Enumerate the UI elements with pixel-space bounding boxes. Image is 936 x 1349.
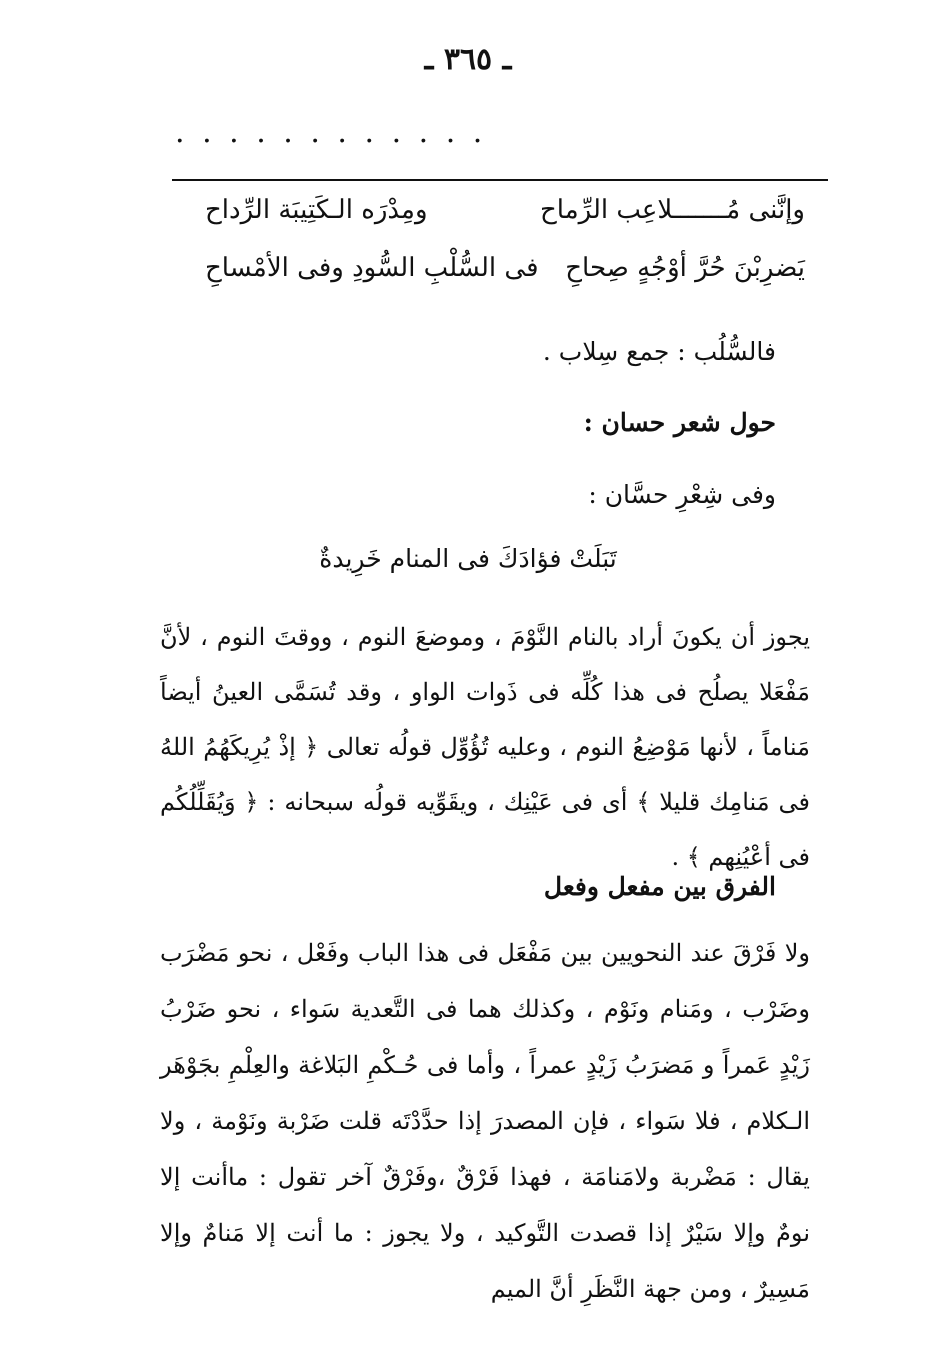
gloss-line: فالسُّلُب : جمع سِلاب . xyxy=(542,337,776,366)
paragraph-1: يجوز أن يكونَ أراد بالنام النَّوْمَ ، وموضعَ النوم ، ووقتَ النوم ، لأنَّ مَفْعَلا يصلُح فى هذا كُلِّه فى ذَوات الواو ، وقد تُسَمَّى العينُ أيضاً مَناماً ، لأنها مَوْضِعُ النوم ، وعليه تُؤُوِّل قولُه تعالى ﴿ إذْ يُرِيكَهُمُ اللهُ فى مَنامِك قليلا ﴾ أى فى عَيْنِك ، ويقَوِّيه قولُه سبحانه : ﴿ وَيُقَلِّلُكُم فى أعْيُنِهم ﴾ . xyxy=(160,623,811,871)
paragraph-2: ولا فَرْقَ عند النحويين بين مَفْعَل فى هذا الباب وفَعْل ، نحو مَضْرَب وضَرْب ، ومَنام ونَوْم ، وكذلك هما فى التَّعدية سَواء ، نحو ضَرْبُ زَيْدٍ عَمراً و مَضرَبُ زَيْدٍ عمراً ، وأما فى حُـكْمِ البَلاغة والعِلْمِ بجَوْهَر الـكلام ، فلا سَواء ، فإن المصدرَ إذا حدَّدْتَه قلت ضَرْبة ونَوْمة ، ولا يقال : مَضْربة ولامَنامَة ، فهذا فَرْقٌ ،وفَرْقٌ آخر تقول : ماأنت إلا نومٌ وإلا سَيْرٌ إذا قصدت التَّوكيد ، ولا يجوز : ما أنت إلا مَنامٌ وإلا مَسِيرٌ ، ومن جهة النَّظَرِ أنَّ الميم xyxy=(160,939,810,1303)
section-heading-hassan: حول شعر حسان : xyxy=(583,408,776,437)
verse-line-1 xyxy=(205,185,805,235)
verse-2-second-hemistich: فى السُّلْبِ السُّودِ وفى الأمْساحِ xyxy=(205,253,539,283)
verse-line-2 xyxy=(205,243,805,293)
page-number: ـ ٣٦٥ ـ xyxy=(424,42,512,77)
verse-1-second-hemistich: ومِدْرَه الـكَتِيبَة الرِّداح xyxy=(205,195,428,225)
verse-1-first-hemistich: وإنَّنى مُـــــــلاعِب الرِّماح xyxy=(540,195,805,225)
verse-2-first-hemistich: يَضرِبْنَ حُرَّ أوْجُهٍ صِحاحِ xyxy=(565,253,805,283)
intro-line: وفى شِعْرِ حسَّان : xyxy=(588,480,776,509)
ellipsis-dots: . . . . . . . . . . . . xyxy=(175,115,487,150)
horizontal-rule xyxy=(172,179,828,181)
quoted-hemistich: تَبَلَتْ فؤادَكَ فى المنام خَرِيدةٌ xyxy=(319,544,617,573)
section-heading-difference: الفرق بين مفعل وفعل xyxy=(543,872,776,901)
